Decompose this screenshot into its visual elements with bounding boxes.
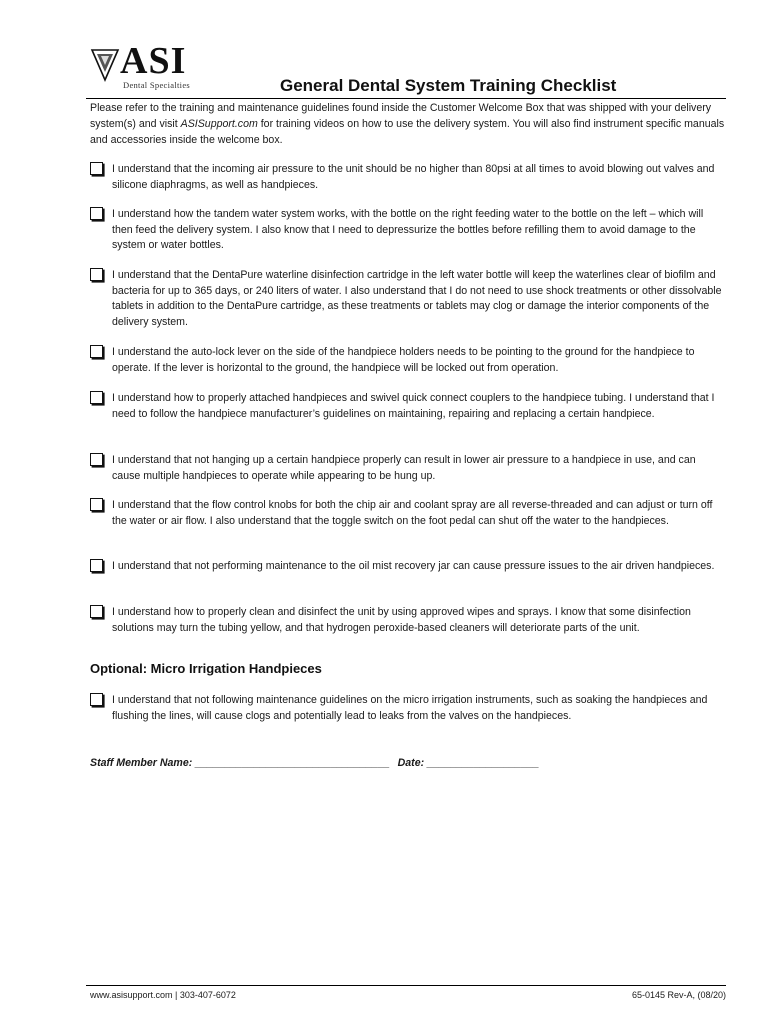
checkbox[interactable] bbox=[90, 605, 103, 618]
checkbox[interactable] bbox=[90, 162, 103, 175]
checklist-item bbox=[90, 605, 726, 636]
checklist-item-text: I understand the auto-lock lever on the side of the handpiece holders needs to be pointing to the ground for the handpiece to operate. If the lever is horizontal to the ground, the handpiece will be locked out from operation. bbox=[112, 346, 695, 374]
checklist-item-text: I understand that not hanging up a certain handpiece properly can result in lower air pressure to a handpiece in use, and can cause multiple handpieces to operate while appearing to be hung up. bbox=[112, 454, 696, 482]
intro-text-2: for training videos on how to use the delivery system. You will also find instrument specific manuals and accessories inside the welcome box. bbox=[90, 118, 725, 146]
intro-text-1: Please refer to the training and maintenance guidelines found inside the Customer Welcome Box that was shipped with your delivery system(s) and visit bbox=[90, 102, 712, 130]
checklist-item-text: I understand how to properly clean and disinfect the unit by using approved wipes and sprays. I know that some disinfection solutions may turn the tubing yellow, and that hydrogen peroxide-based cleaners will deteriorate parts of the unit. bbox=[112, 606, 691, 634]
staff-name-field[interactable]: Staff Member Name: _________________________________ bbox=[90, 757, 390, 769]
footer-contact: www.asisupport.com | 303-407-6072 bbox=[90, 990, 236, 1000]
checklist-item bbox=[90, 268, 726, 330]
checkbox[interactable] bbox=[90, 453, 103, 466]
logo-subtitle: Dental Specialties bbox=[123, 80, 191, 90]
checklist-item-text: I understand that the DentaPure waterline disinfection cartridge in the left water bottle will keep the waterlines clear of biofilm and bacteria for up to 365 days, or 240 liters of water. I also understand that I do not need to use shock treatments or other dissolvable tablets in addition to the DentaPure cartridge, as these treatments or tablets may clog or damage the interior components of the delivery system. bbox=[112, 269, 722, 328]
asi-logo bbox=[90, 40, 200, 92]
support-link[interactable]: ASISupport.com bbox=[180, 118, 258, 130]
logo-emblem-icon bbox=[90, 46, 120, 86]
intro-paragraph bbox=[90, 100, 726, 148]
checkbox[interactable] bbox=[90, 268, 103, 281]
footer-doc-number: 65-0145 Rev-A, (08/20) bbox=[631, 990, 726, 1000]
checkbox[interactable] bbox=[90, 498, 103, 511]
checkbox[interactable] bbox=[90, 345, 103, 358]
title-divider bbox=[86, 98, 726, 99]
checkbox[interactable] bbox=[90, 693, 103, 706]
checklist-item bbox=[90, 453, 726, 484]
checkbox[interactable] bbox=[90, 391, 103, 404]
signature-line bbox=[90, 757, 539, 769]
checklist-item bbox=[90, 559, 726, 575]
checklist-item bbox=[90, 345, 726, 376]
checklist-item bbox=[90, 207, 726, 254]
date-field[interactable]: Date: ___________________ bbox=[397, 757, 540, 769]
checklist-item-text: I understand that not following maintenance guidelines on the micro irrigation instruments, such as soaking the handpieces and flushing the lines, will cause clogs and potentially lead to leaks from the valves on the handpieces. bbox=[112, 694, 708, 722]
checklist-item-text: I understand that the incoming air pressure to the unit should be no higher than 80psi at all times to avoid blowing out valves and silicone diaphragms, as well as handpieces. bbox=[112, 163, 715, 191]
logo-text: ASI bbox=[120, 40, 187, 82]
checklist-item bbox=[90, 162, 726, 193]
checkbox[interactable] bbox=[90, 559, 103, 572]
footer-divider bbox=[86, 985, 726, 986]
checklist-item-optional bbox=[90, 693, 726, 724]
checklist-item-text: I understand how the tandem water system works, with the bottle on the right feeding water to the bottle on the left – which will then feed the delivery system. I also know that I need to depressurize the bottles before refilling them to avoid damage to the system or water bottles. bbox=[112, 208, 704, 251]
optional-section-heading: Optional: Micro Irrigation Handpieces bbox=[90, 661, 322, 676]
checklist-item bbox=[90, 498, 726, 529]
checklist-item bbox=[90, 391, 726, 422]
checklist-item-text: I understand how to properly attached handpieces and swivel quick connect couplers to the handpiece tubing. I understand that I need to follow the handpiece manufacturer’s guidelines on maintaining, repairing and replacing a certain handpiece. bbox=[112, 392, 715, 420]
page-title: General Dental System Training Checklist bbox=[280, 76, 617, 95]
checklist-item-text: I understand that not performing maintenance to the oil mist recovery jar can cause pressure issues to the air driven handpieces. bbox=[112, 560, 715, 572]
checklist-item-text: I understand that the flow control knobs for both the chip air and coolant spray are all reverse-threaded and can adjust or turn off the water or air flow. I also understand that the toggle switch on the foot pedal can shut off the water to the handpieces. bbox=[112, 499, 713, 527]
checkbox[interactable] bbox=[90, 207, 103, 220]
